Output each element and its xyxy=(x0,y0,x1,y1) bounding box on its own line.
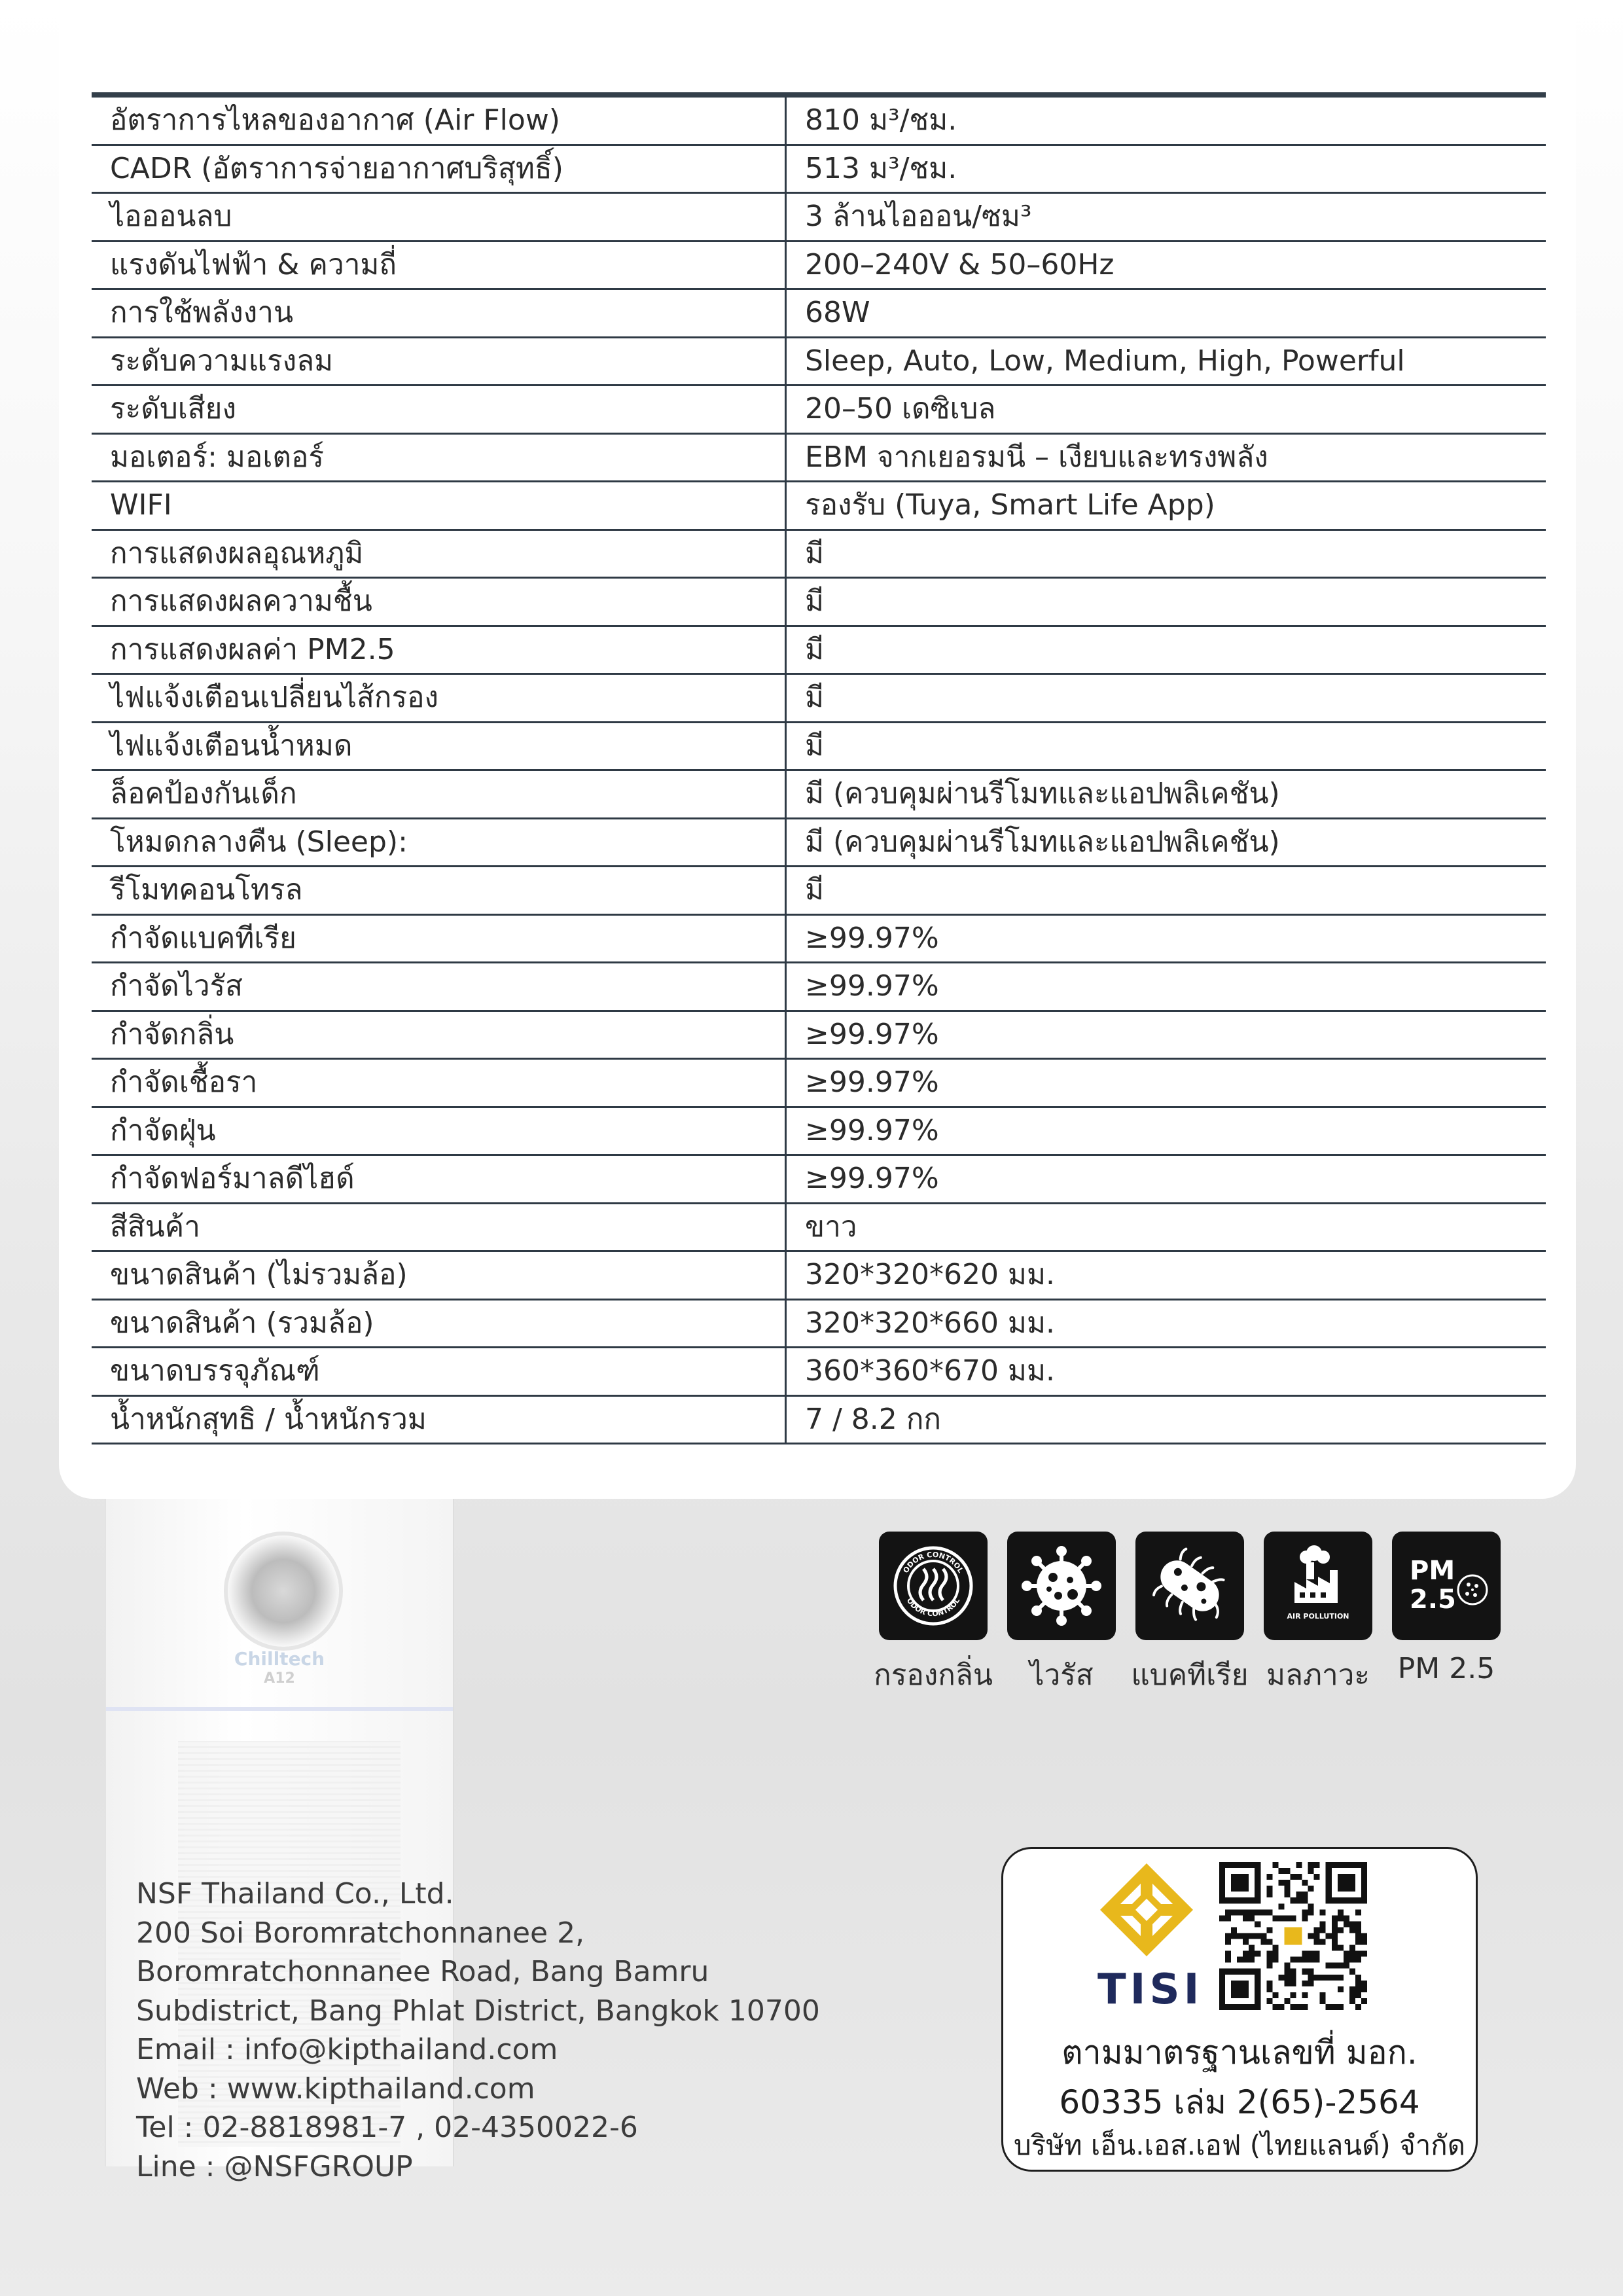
spec-label: สีสินค้า xyxy=(92,1203,786,1251)
spec-label: โหมดกลางคืน (Sleep): xyxy=(92,818,786,867)
spec-label: CADR (อัตราการจ่ายอากาศบริสุทธิ์) xyxy=(92,145,786,193)
spec-row xyxy=(92,674,1546,723)
spec-row xyxy=(92,722,1546,770)
sensor-lens xyxy=(224,1532,343,1651)
spec-label: การใช้พลังงาน xyxy=(92,289,786,338)
spec-value: EBM จากเยอรมนี – เงียบและทรงพลัง xyxy=(786,433,1546,482)
address-line: Boromratchonnanee Road, Bang Bamru xyxy=(136,1955,709,1988)
spec-row xyxy=(92,1299,1546,1348)
certified-company: บริษัท เอ็น.เอส.เอฟ (ไทยแลนด์) จำกัด xyxy=(1013,2129,1466,2161)
feature-odor xyxy=(869,1532,997,1698)
tisi-logo-text: TISI xyxy=(1097,1965,1204,2014)
feature-label: PM 2.5 xyxy=(1397,1652,1495,1685)
spec-value: ขาว xyxy=(786,1203,1546,1251)
spec-row xyxy=(92,1059,1546,1107)
spec-row xyxy=(92,1011,1546,1059)
spec-label: การแสดงผลอุณหภูมิ xyxy=(92,529,786,578)
odor-badge-text-bottom: ODOR CONTROL xyxy=(904,1596,962,1619)
feature-bacteria xyxy=(1126,1532,1254,1698)
spec-value: มี (ควบคุมผ่านรีโมทและแอปพลิเคชัน) xyxy=(786,770,1546,819)
spec-label: การแสดงผลค่า PM2.5 xyxy=(92,626,786,674)
feature-pollution xyxy=(1254,1532,1382,1698)
spec-value: Sleep, Auto, Low, Medium, High, Powerful xyxy=(786,337,1546,386)
email-line: Email : info@kipthailand.com xyxy=(136,2033,558,2066)
spec-label: ล็อคป้องกันเด็ก xyxy=(92,770,786,819)
spec-label: ขนาดสินค้า (รวมล้อ) xyxy=(92,1299,786,1348)
spec-label: กำจัดแบคทีเรีย xyxy=(92,914,786,963)
spec-label: ระดับความแรงลม xyxy=(92,337,786,386)
spec-value: ≥99.97% xyxy=(786,1155,1546,1204)
pollution-badge-text: AIR POLLUTION xyxy=(1287,1612,1349,1621)
spec-row xyxy=(92,1155,1546,1204)
spec-value: มี xyxy=(786,722,1546,770)
address-line: 200 Soi Boromratchonnanee 2, xyxy=(136,1916,585,1950)
spec-value: มี xyxy=(786,529,1546,578)
spec-value: มี xyxy=(786,867,1546,915)
spec-row xyxy=(92,1251,1546,1300)
product-model: A12 xyxy=(264,1670,295,1687)
spec-row xyxy=(92,145,1546,193)
spec-value: 20–50 เดซิเบล xyxy=(786,386,1546,434)
spec-value: มี (ควบคุมผ่านรีโมทและแอปพลิเคชัน) xyxy=(786,818,1546,867)
company-address xyxy=(136,1874,820,2186)
odor-control-icon xyxy=(879,1532,988,1640)
feature-pm25 xyxy=(1382,1532,1510,1685)
spec-row xyxy=(92,433,1546,482)
spec-label: กำจัดเชื้อรา xyxy=(92,1059,786,1107)
spec-value: ≥99.97% xyxy=(786,914,1546,963)
standard-line-2: 60335 เล่ม 2(65)-2564 xyxy=(1059,2083,1420,2121)
spec-label: มอเตอร์: มอเตอร์ xyxy=(92,433,786,482)
spec-row xyxy=(92,1395,1546,1444)
spec-row xyxy=(92,386,1546,434)
spec-row xyxy=(92,529,1546,578)
spec-row xyxy=(92,770,1546,819)
qr-code-icon xyxy=(1219,1862,1367,2010)
spec-value: ≥99.97% xyxy=(786,1107,1546,1155)
spec-label: น้ำหนักสุทธิ / น้ำหนักรวม xyxy=(92,1395,786,1444)
spec-label: ไอออนลบ xyxy=(92,193,786,242)
spec-row xyxy=(92,578,1546,626)
web-line: Web : www.kipthailand.com xyxy=(136,2072,535,2106)
spec-label: รีโมทคอนโทรล xyxy=(92,867,786,915)
spec-row xyxy=(92,241,1546,289)
spec-value: มี xyxy=(786,674,1546,723)
spec-label: อัตราการไหลของอากาศ (Air Flow) xyxy=(92,95,786,145)
spec-value: ≥99.97% xyxy=(786,963,1546,1011)
spec-value: 7 / 8.2 กก xyxy=(786,1395,1546,1444)
spec-label: ขนาดบรรจุภัณฑ์ xyxy=(92,1348,786,1396)
spec-value: รองรับ (Tuya, Smart Life App) xyxy=(786,482,1546,530)
spec-row xyxy=(92,337,1546,386)
spec-label: ขนาดสินค้า (ไม่รวมล้อ) xyxy=(92,1251,786,1300)
standard-line-1: ตามมาตรฐานเลขที่ มอก. xyxy=(1061,2034,1418,2072)
tisi-certification xyxy=(1001,1847,1478,2172)
spec-label: ไฟแจ้งเตือนน้ำหมด xyxy=(92,722,786,770)
virus-icon xyxy=(1007,1532,1116,1640)
air-pollution-icon xyxy=(1264,1532,1372,1640)
spec-value: 200–240V & 50–60Hz xyxy=(786,241,1546,289)
spec-row xyxy=(92,1107,1546,1155)
spec-value: มี xyxy=(786,578,1546,626)
pm-badge-line2: 2.5 xyxy=(1410,1585,1456,1615)
spec-row xyxy=(92,1203,1546,1251)
feature-label: มลภาวะ xyxy=(1266,1659,1370,1692)
pm25-icon xyxy=(1392,1532,1501,1640)
address-line: Subdistrict, Bang Phlat District, Bangkok 10700 xyxy=(136,1994,820,2028)
spec-label: ไฟแจ้งเตือนเปลี่ยนไส้กรอง xyxy=(92,674,786,723)
spec-label: การแสดงผลความชื้น xyxy=(92,578,786,626)
spec-label: กำจัดกลิ่น xyxy=(92,1011,786,1059)
spec-row xyxy=(92,963,1546,1011)
spec-row xyxy=(92,867,1546,915)
feature-label: ไวรัส xyxy=(1029,1659,1094,1692)
line-id: Line : @NSFGROUP xyxy=(136,2149,413,2183)
spec-row xyxy=(92,818,1546,867)
spec-value: 320*320*620 มม. xyxy=(786,1251,1546,1300)
spec-value: มี xyxy=(786,626,1546,674)
company-name: NSF Thailand Co., Ltd. xyxy=(136,1877,454,1910)
spec-label: กำจัดฟอร์มาลดีไฮด์ xyxy=(92,1155,786,1204)
spec-value: 68W xyxy=(786,289,1546,338)
spec-row xyxy=(92,914,1546,963)
spec-value: ≥99.97% xyxy=(786,1011,1546,1059)
product-brand: Chilltech xyxy=(234,1648,325,1670)
spec-row xyxy=(92,482,1546,530)
spec-value: 513 ม³/ชม. xyxy=(786,145,1546,193)
spec-value: 3 ล้านไอออน/ซม³ xyxy=(786,193,1546,242)
spec-table xyxy=(92,92,1546,1444)
spec-label: ระดับเสียง xyxy=(92,386,786,434)
spec-value: 360*360*670 มม. xyxy=(786,1348,1546,1396)
spec-label: กำจัดฝุ่น xyxy=(92,1107,786,1155)
spec-row xyxy=(92,626,1546,674)
spec-row xyxy=(92,193,1546,242)
spec-row xyxy=(92,289,1546,338)
pm-badge-line1: PM xyxy=(1410,1556,1455,1586)
spec-value: 810 ม³/ชม. xyxy=(786,95,1546,145)
spec-label: แรงดันไฟฟ้า & ความถี่ xyxy=(92,241,786,289)
spec-label: กำจัดไวรัส xyxy=(92,963,786,1011)
spec-row xyxy=(92,95,1546,145)
feature-label: แบคทีเรีย xyxy=(1131,1659,1249,1692)
light-band xyxy=(106,1707,453,1711)
odor-badge-text-top: ODOR CONTROL xyxy=(901,1550,965,1575)
tel-line: Tel : 02-8818981-7 , 02-4350022-6 xyxy=(136,2111,638,2144)
spec-label: WIFI xyxy=(92,482,786,530)
spec-value: ≥99.97% xyxy=(786,1059,1546,1107)
spec-row xyxy=(92,1348,1546,1396)
spec-value: 320*320*660 มม. xyxy=(786,1299,1546,1348)
tisi-emblem-icon xyxy=(1097,1861,1196,1959)
feature-label: กรองกลิ่น xyxy=(874,1659,993,1692)
bacteria-icon xyxy=(1135,1532,1244,1640)
feature-virus xyxy=(997,1532,1126,1698)
